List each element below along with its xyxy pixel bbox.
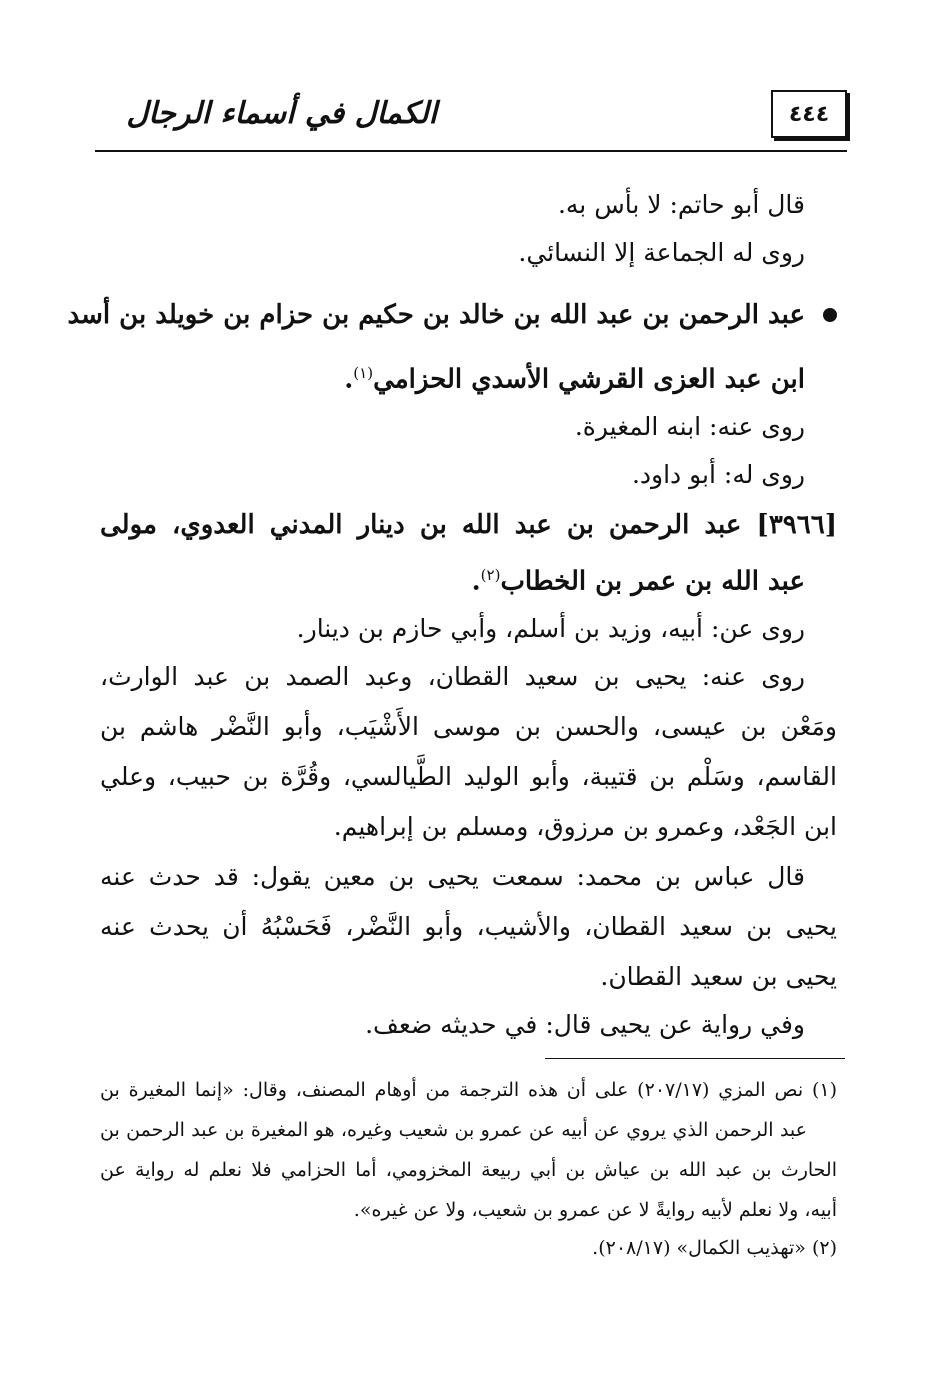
- header-rule: [95, 150, 847, 152]
- text-line: روى عنه: يحيى بن سعيد القطان، وعبد الصمد بن عبد الوارث،: [100, 662, 805, 691]
- text-line: روى له: أبو داود.: [631, 460, 805, 489]
- footnote-line: الحارث بن عبد الله بن عياش بن أبي ربيعة المخزومي، أما الحزامي فلا نعلم له رواية عن: [100, 1159, 837, 1181]
- text-line: القاسم، وسَلْم بن قتيبة، وأبو الوليد الطَّيالسي، وقُرَّة بن حبيب، وعلي: [100, 762, 837, 791]
- text-line: قال عباس بن محمد: سمعت يحيى بن معين يقول: قد حدث عنه: [100, 862, 805, 891]
- footnote-separator: [545, 1058, 845, 1059]
- entry-heading-line: ابن عبد العزى القرشي الأسدي الحزامي$^{(١)}$.: [344, 364, 805, 395]
- entry-heading-line: عبد الله بن عمر بن الخطاب$^{(٢)}$.: [471, 566, 805, 597]
- footnote-line: عبد الرحمن الذي يروي عن أبيه عن عمرو بن شعيب وغيره، هو المغيرة بن عبد الرحمن بن: [100, 1119, 807, 1141]
- text-line: يحيى بن سعيد القطان.: [600, 962, 837, 991]
- entry-heading-line: [٣٩٦٦] عبد الرحمن بن عبد الله بن دينار المدني العدوي، مولى: [100, 510, 837, 540]
- page-number: ٤٤٤: [788, 101, 830, 127]
- text-line: ابن الجَعْد، وعمرو بن مرزوق، ومسلم بن إبراهيم.: [333, 812, 837, 841]
- footnote-ref: (١): [353, 364, 374, 382]
- entry-heading-line: عبد الرحمن بن عبد الله بن خالد بن حكيم بن حزام بن خويلد بن أسد: [67, 300, 805, 330]
- footnote-line: (٢) «تهذيب الكمال» (٢٠٨/١٧).: [592, 1237, 837, 1259]
- text-line: قال أبو حاتم: لا بأس به.: [557, 190, 805, 219]
- text-line: روى عنه: ابنه المغيرة.: [574, 412, 805, 441]
- footnote-line: أبيه، ولا نعلم لأبيه روايةً لا عن عمرو بن شعيب، ولا عن غيره».: [353, 1199, 837, 1221]
- page-number-box: [771, 90, 847, 138]
- text-line: ومَعْن بن عيسى، والحسن بن موسى الأَشْيَب، وأبو النَّضْر هاشم بن: [100, 712, 837, 741]
- text-line: روى له الجماعة إلا النسائي.: [518, 238, 805, 267]
- entry-bullet: [823, 308, 837, 322]
- page-header: الكمال في أسماء الرجال ٤٤٤: [95, 82, 847, 154]
- footnote-ref: (٢): [480, 566, 501, 584]
- text-line: وفي رواية عن يحيى قال: في حديثه ضعف.: [365, 1010, 805, 1039]
- text-line: يحيى بن سعيد القطان، والأشيب، وأبو النَّضْر، فَحَسْبُهُ أن يحدث عنه: [100, 912, 837, 941]
- text-line: روى عن: أبيه، وزيد بن أسلم، وأبي حازم بن دينار.: [296, 614, 805, 643]
- footnote-line: (١) نص المزي (٢٠٧/١٧) على أن هذه الترجمة من أوهام المصنف، وقال: «إنما المغيرة بن: [100, 1079, 838, 1101]
